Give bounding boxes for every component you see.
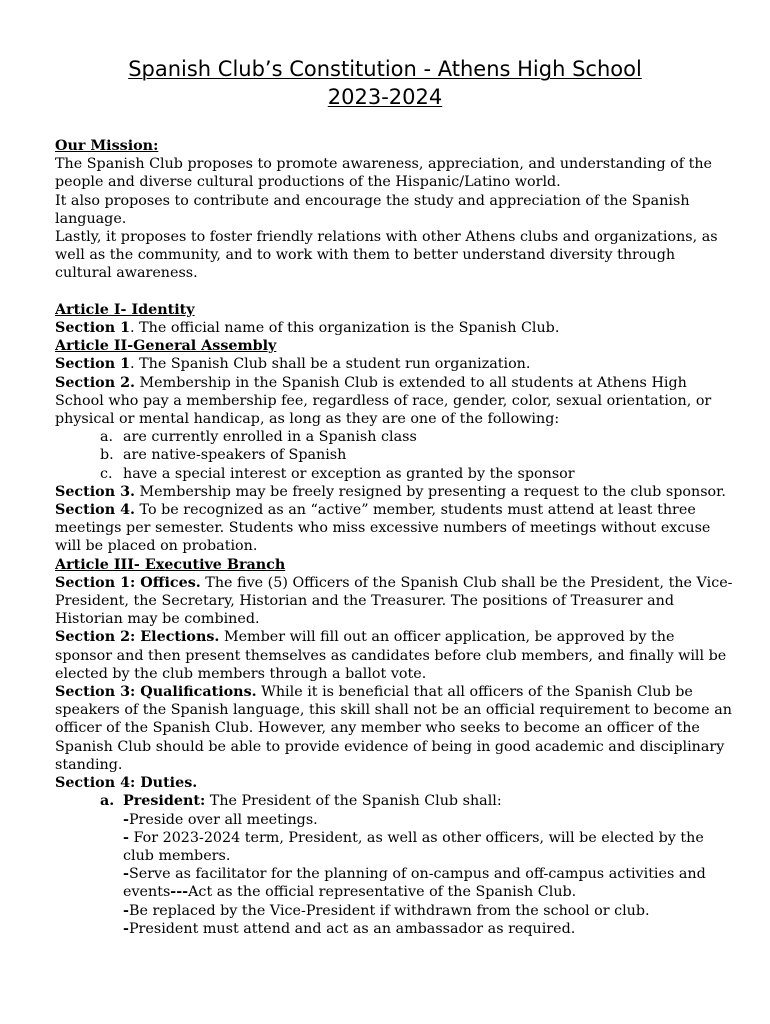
list-text: have a special interest or exception as granted by the sponsor bbox=[123, 465, 575, 482]
article-2-section-2 bbox=[55, 374, 735, 429]
mission-paragraph-3: Lastly, it proposes to foster friendly relations with other Athens clubs and organizations, as well as the community, and to work with them to better understand diversity through cultural awareness. bbox=[55, 229, 718, 282]
document-year: 2023-2024 bbox=[327, 85, 443, 109]
article-3-section-1 bbox=[55, 574, 735, 629]
president-duty-item bbox=[55, 829, 735, 865]
list-marker: c. bbox=[100, 465, 113, 482]
article-2-heading: Article II-General Assembly bbox=[55, 338, 277, 355]
list-item bbox=[55, 465, 735, 483]
president-duty-item bbox=[55, 920, 735, 938]
duty-president bbox=[55, 792, 735, 810]
list-marker: b. bbox=[100, 447, 114, 464]
section-label: Section 3: Qualifications. bbox=[55, 684, 257, 701]
list-item bbox=[55, 428, 735, 446]
mission-heading: Our Mission: bbox=[55, 138, 159, 154]
list-marker: a. bbox=[100, 793, 115, 810]
article-3-section-4: Section 4: Duties. bbox=[55, 775, 198, 792]
duty-label: President: bbox=[123, 793, 206, 810]
article-2-section-1 bbox=[55, 355, 735, 373]
section-text: Membership in the Spanish Club is extended to all students at Athens High School who pay a membership fee, regardless of race, gender, color, sexual orientation, or physical or mental handicap, as long as they are one of the following: bbox=[55, 374, 712, 428]
duty-text: The President of the Spanish Club shall: bbox=[205, 793, 502, 810]
president-duty-item bbox=[55, 902, 735, 920]
duty-item-text: For 2023-2024 term, President, as well as other officers, will be elected by the club members. bbox=[123, 829, 704, 864]
spacer bbox=[55, 283, 735, 301]
section-label: Section 1 bbox=[55, 356, 131, 373]
duty-item-text: Serve as facilitator for the planning of on-campus and off-campus activities and events bbox=[123, 866, 706, 901]
dash-marker: - bbox=[123, 920, 129, 937]
dash-marker: --- bbox=[170, 884, 189, 901]
document-title: Spanish Club’s Constitution - Athens High School bbox=[128, 57, 642, 81]
duty-item-text: President must attend and act as an ambassador as required. bbox=[128, 920, 576, 937]
article-2-section-3 bbox=[55, 483, 735, 501]
article-3-section-2 bbox=[55, 628, 735, 683]
president-duty-item bbox=[55, 811, 735, 829]
section-text: Membership may be freely resigned by presenting a request to the club sponsor. bbox=[135, 483, 726, 500]
dash-marker: - bbox=[123, 829, 129, 846]
duty-item-text: Act as the official representative of the Spanish Club. bbox=[188, 884, 577, 901]
section-text: . The official name of this organization is the Spanish Club. bbox=[130, 320, 560, 337]
section-label: Section 4. bbox=[55, 502, 135, 519]
section-label: Section 1: Offices. bbox=[55, 574, 201, 591]
section-text: . The Spanish Club shall be a student run organization. bbox=[130, 356, 531, 373]
article-2-section-4 bbox=[55, 501, 735, 556]
duty-item-text: Preside over all meetings. bbox=[128, 811, 318, 828]
dash-marker: - bbox=[123, 866, 129, 883]
duty-item-text: Be replaced by the Vice-President if withdrawn from the school or club. bbox=[128, 902, 650, 919]
section-text: The five (5) Officers of the Spanish Club shall be the President, the Vice-President, the Secretary, Historian and the Treasurer. The positions of Treasurer and Historian may be combined. bbox=[55, 574, 733, 628]
section-label: Section 2. bbox=[55, 374, 135, 391]
document-body bbox=[55, 137, 735, 938]
list-text: are native-speakers of Spanish bbox=[123, 447, 347, 464]
list-marker: a. bbox=[100, 429, 114, 446]
article-3-heading: Article III- Executive Branch bbox=[55, 556, 286, 573]
section-label: Section 3. bbox=[55, 483, 135, 500]
list-item bbox=[55, 446, 735, 464]
dash-marker: - bbox=[123, 811, 129, 828]
dash-marker: - bbox=[123, 902, 129, 919]
section-text: While it is beneficial that all officers of the Spanish Club be speakers of the Spanish language, this skill shall not be an official requirement to become an officer of the Spanish Club. However, any member who seeks to become an officer of the Spanish Club should be able to provide evidence of being in good academic and disciplinary standing. bbox=[55, 684, 732, 773]
list-text: are currently enrolled in a Spanish class bbox=[123, 429, 417, 446]
president-duty-item bbox=[55, 865, 735, 901]
mission-paragraph-1: The Spanish Club proposes to promote awareness, appreciation, and understanding of the people and diverse cultural productions of the Hispanic/Latino world. bbox=[55, 156, 712, 191]
section-text: To be recognized as an “active” member, students must attend at least three meetings per semester. Students who miss excessive numbers of meetings without excuse will be placed on probation. bbox=[55, 502, 711, 555]
article-1-heading: Article I- Identity bbox=[55, 301, 195, 318]
section-label: Section 1 bbox=[55, 320, 131, 337]
section-text: Member will fill out an officer application, be approved by the sponsor and then present themselves as candidates before club members, and finally will be elected by the club members through a ballot vote. bbox=[55, 629, 727, 682]
article-1-section-1 bbox=[55, 319, 735, 337]
article-3-section-3 bbox=[55, 683, 735, 774]
mission-paragraph-2: It also proposes to contribute and encourage the study and appreciation of the Spanish language. bbox=[55, 192, 690, 227]
section-label: Section 2: Elections. bbox=[55, 629, 220, 646]
